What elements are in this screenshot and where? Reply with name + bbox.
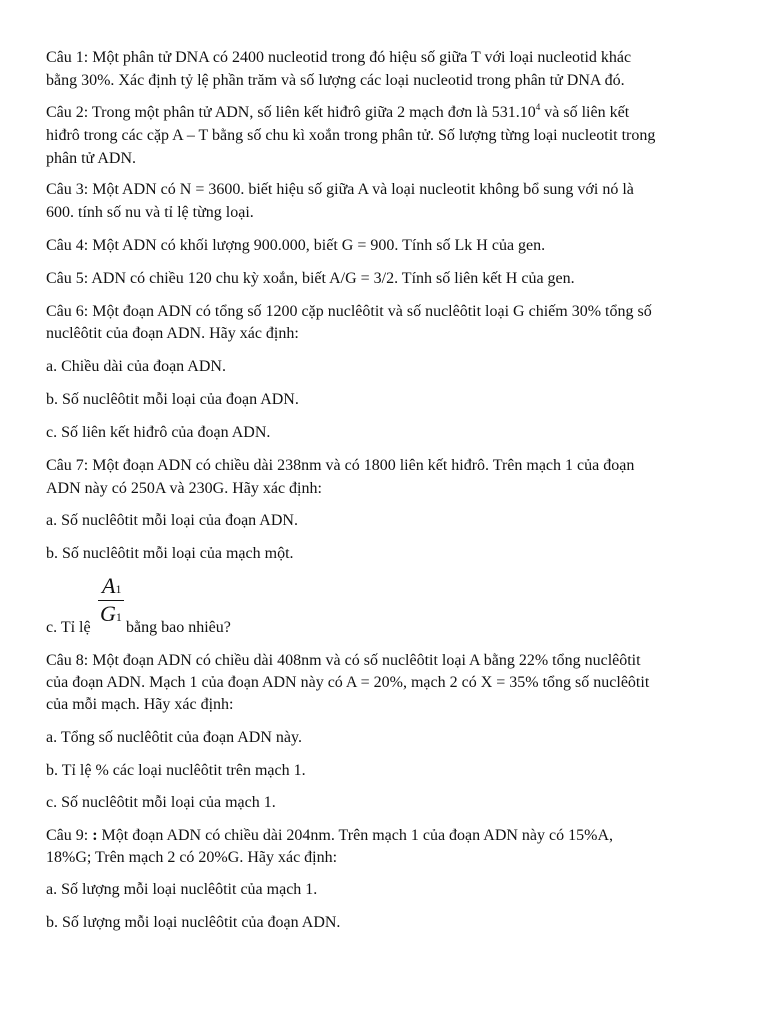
q2-line-1-tail: và số liên kết (540, 104, 630, 121)
q8-part-b: b. Tỉ lệ % các loại nuclêôtit trên mạch 1. (46, 762, 306, 779)
q8-part-a: a. Tổng số nuclêôtit của đoạn ADN này. (46, 729, 302, 746)
q6-line-2: nuclêôtit của đoạn ADN. Hãy xác định: (46, 325, 299, 342)
fraction-denominator (100, 602, 122, 629)
q2-line-1 (46, 103, 629, 123)
q7-part-c-post: bằng bao nhiêu? (126, 619, 231, 636)
q9-label: Câu 9: (46, 827, 93, 844)
q1-line-1: Câu 1: Một phân tử DNA có 2400 nucleotid trong đó hiệu số giữa T với loại nucleotid khác (46, 49, 632, 66)
fraction-numerator-letter: A (102, 573, 116, 598)
q8-line-3: của mỗi mạch. Hãy xác định: (46, 696, 234, 713)
q9-bold-colon: : (92, 827, 98, 844)
q1-line-2: bằng 30%. Xác định tỷ lệ phần trăm và số lượng các loại nucleotid trong phân tử DNA đó. (46, 72, 625, 89)
q3-line-2: 600. tính số nu và tỉ lệ từng loại. (46, 204, 254, 221)
q2-line-3: phân tử ADN. (46, 150, 136, 167)
q9-line-1-text: Một đoạn ADN có chiều dài 204nm. Trên mạch 1 của đoạn ADN này có 15%A, (97, 827, 614, 844)
q7-line-1: Câu 7: Một đoạn ADN có chiều dài 238nm và có 1800 liên kết hiđrô. Trên mạch 1 của đoạn (46, 457, 635, 474)
q9-line-2: 18%G; Trên mạch 2 có 20%G. Hãy xác định: (46, 849, 338, 866)
q6-part-a: a. Chiều dài của đoạn ADN. (46, 358, 226, 375)
q8-line-1: Câu 8: Một đoạn ADN có chiều dài 408nm và có số nuclêôtit loại A bằng 22% tổng nuclêôtit (46, 652, 641, 669)
q7-part-b: b. Số nuclêôtit mỗi loại của mạch một. (46, 545, 294, 562)
q4-line: Câu 4: Một ADN có khối lượng 900.000, biết G = 900. Tính số Lk H của gen. (46, 237, 546, 254)
q6-line-1: Câu 6: Một đoạn ADN có tổng số 1200 cặp nuclêôtit và số nuclêôtit loại G chiếm 30% tổng số (46, 303, 652, 320)
q3-line-1: Câu 3: Một ADN có N = 3600. biết hiệu số giữa A và loại nucleotit không bổ sung với nó là (46, 181, 634, 198)
q9-line-1 (46, 826, 613, 846)
q9-part-b: b. Số lượng mỗi loại nuclêôtit của đoạn ADN. (46, 914, 341, 931)
q2-line-1-text: Câu 2: Trong một phân tử ADN, số liên kết hiđrô giữa 2 mạch đơn là 531.10 (46, 104, 536, 121)
q5-line: Câu 5: ADN có chiều 120 chu kỳ xoắn, biết A/G = 3/2. Tính số liên kết H của gen. (46, 270, 575, 287)
fraction-denominator-letter: G (100, 601, 116, 626)
q6-part-c: c. Số liên kết hiđrô của đoạn ADN. (46, 424, 271, 441)
fraction-numerator (102, 574, 121, 601)
q9-part-a: a. Số lượng mỗi loại nuclêôtit của mạch 1. (46, 881, 318, 898)
q2-exponent: 4 (535, 102, 541, 112)
q8-line-2: của đoạn ADN. Mạch 1 của đoạn ADN này có A = 20%, mạch 2 có X = 35% tổng số nuclêôtit (46, 674, 650, 691)
fraction-denominator-subscript: 1 (115, 610, 122, 624)
fraction-numerator-subscript: 1 (115, 582, 122, 596)
q6-part-b: b. Số nuclêôtit mỗi loại của đoạn ADN. (46, 391, 299, 408)
q2-line-2: hiđrô trong các cặp A – T bằng số chu kì xoắn trong phân tử. Số lượng từng loại nucleotit trong (46, 127, 656, 144)
q7-line-2: ADN này có 250A và 230G. Hãy xác định: (46, 480, 322, 497)
q7-part-a: a. Số nuclêôtit mỗi loại của đoạn ADN. (46, 512, 298, 529)
q8-part-c: c. Số nuclêôtit mỗi loại của mạch 1. (46, 794, 276, 811)
q7-part-c-pre: c. Tỉ lệ (46, 619, 91, 636)
